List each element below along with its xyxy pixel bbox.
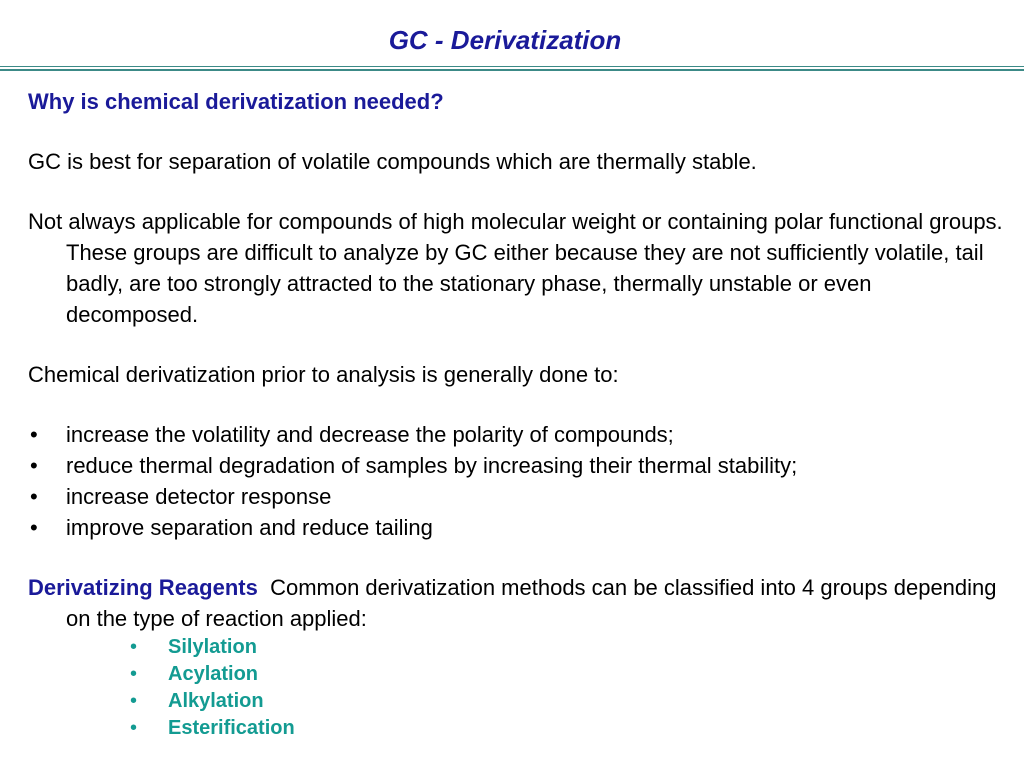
method-silylation: Silylation (168, 636, 257, 658)
methods-list (28, 634, 1008, 742)
bullet-icon: • (130, 636, 138, 658)
method-alkylation: Alkylation (168, 690, 264, 712)
method-acylation: Acylation (168, 663, 259, 685)
paragraph-gc-volatile: GC is best for separation of volatile compounds which are thermally stable. (28, 149, 757, 174)
list-item (130, 634, 1008, 661)
slide-title: GC - Derivatization (388, 25, 622, 55)
title-divider-thin-line (0, 66, 1024, 67)
list-item (28, 512, 1008, 543)
bullet-icon: • (130, 663, 138, 685)
spacer (28, 177, 1008, 206)
spacer (28, 543, 1008, 572)
bullet-icon: • (130, 717, 138, 739)
bullet-icon: • (30, 515, 38, 540)
bullet-icon: • (30, 484, 38, 509)
spacer (28, 117, 1008, 146)
bullet-icon: • (30, 453, 38, 478)
question-heading: Why is chemical derivatization needed? (28, 89, 444, 114)
list-item (130, 661, 1008, 688)
list-item (28, 450, 1008, 481)
reagents-heading: Derivatizing Reagents (28, 575, 258, 600)
method-esterification: Esterification (168, 717, 295, 739)
list-item-text: reduce thermal degradation of samples by increasing their thermal stability; (66, 453, 798, 478)
list-item (28, 481, 1008, 512)
list-item (130, 688, 1008, 715)
reagents-text: Common derivatization methods can be classified into 4 groups depending on the type of reaction applied: (66, 575, 997, 631)
bullet-icon: • (130, 690, 138, 712)
title-divider (0, 66, 1024, 71)
paragraph-limitations: Not always applicable for compounds of high molecular weight or containing polar functional groups. These groups are difficult to analyze by GC either because they are not sufficiently volatile, tail badly, are too strongly attracted to the stationary phase, thermally unstable or even decomposed. (28, 209, 1003, 327)
spacer (28, 390, 1008, 419)
list-item (28, 419, 1008, 450)
list-item (130, 715, 1008, 742)
spacer (28, 330, 1008, 359)
list-item-text: increase detector response (66, 484, 332, 509)
bullet-icon: • (30, 422, 38, 447)
purpose-list (28, 419, 1008, 543)
paragraph-reagents (28, 572, 1008, 634)
list-item-text: increase the volatility and decrease the polarity of compounds; (66, 422, 674, 447)
slide-body (28, 86, 1008, 742)
title-divider-thick-line (0, 69, 1024, 71)
list-item-text: improve separation and reduce tailing (66, 515, 433, 540)
paragraph-purpose-intro: Chemical derivatization prior to analysis is generally done to: (28, 362, 619, 387)
